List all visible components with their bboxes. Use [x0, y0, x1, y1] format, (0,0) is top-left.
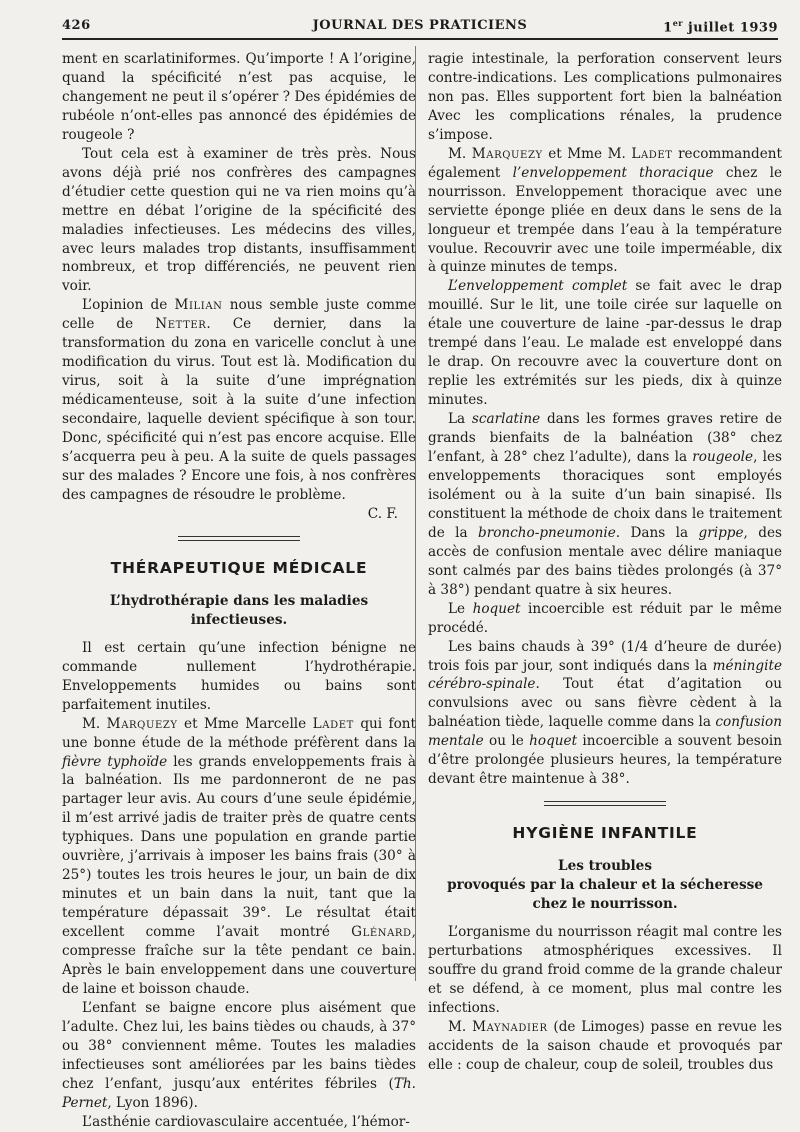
author-name: Maynadier [472, 1018, 548, 1035]
left-column [62, 50, 416, 1132]
section-heading: HYGIÈNE INFANTILE [512, 824, 698, 843]
paragraph: L’opinion de Milian nous semble juste comme celle de Netter. Ce dernier, dans la transformation du zona en varicelle conclut à une modification du virus. Tout est là. Modification du virus, soit à la suite d’une imprégnation médicamenteuse, soit à la suite d’une infection secondaire, laquelle devient spécifique à son tour. Donc, spécificité qui n’est pas encore acquise. Elle s’acquerra peu à peu. A la suite de quels passages sur des malades ? Encore une fois, à nos confrères des campagnes de résoudre le problème. [62, 297, 416, 503]
paragraph: M. Marquezy et Mme Marcelle Ladet qui font une bonne étude de la méthode préfèrent dans la fièvre typhoïde les grands enveloppements frais à la balnéation. Ils me pardonneront de ne pas partager leur avis. Au cours d’une seule épidémie, il m’est arrivé jadis de traiter près de quatre cents typhiques. Dans une population en grande partie ouvrière, j’arrivais à imposer les bains frais (30° à 25°) toutes les trois heures le jour, un bain de dix minutes et un bain dans la nuit, tant que la température dépassait 39°. Le résultat était excellent comme l’avait montré Glénard, compresse fraîche sur la tête pendant ce bain. Après le bain enveloppement dans une couverture de laine et boisson chaude. [62, 715, 416, 997]
author-name: Glénard [351, 924, 412, 941]
paragraph: La scarlatine dans les formes graves retire de grands bienfaits de la balnéation (38° chez l’enfant, à 28° chez l’adulte), dans la rougeole, les enveloppements thoraciques sont employés isolément ou à la suite d’un bain sinapisé. Ils constituent la méthode de choix dans le traitement de la broncho-pneumonie. Dans la grippe, des accès de confusion mentale avec délire maniaque sont calmés par des bains tièdes prolongés (à 37° à 38°) pendant quatre à six heures. [428, 411, 783, 598]
paragraph: ragie intestinale, la perforation conservent leurs contre-indications. Les complications pulmonaires non pas. Elles supportent fort bien la balnéation Avec les complications rénales, la prudence s’impose. [428, 51, 782, 143]
author-name: Netter [155, 316, 207, 333]
author-name: Ladet [312, 715, 354, 732]
paragraph: Les bains chauds à 39° (1/4 d’heure de durée) trois fois par jour, sont indiqués dans la méningite cérébro-spinale. Tout état d’agitation ou convulsions avec ou sans fièvre cèdent à la balnéation tiède, laquelle comme dans la confusion mentale ou le hoquet incoercible a souvent besoin d’être prolongée plusieurs heures, la température devant être maintenue à 38°. [428, 638, 782, 788]
journal-title: JOURNAL DES PRATICIENS [312, 18, 528, 33]
paragraph: L’organisme du nourrisson réagit mal contre les perturbations atmosphériques excessives. Il souffre du grand froid comme de la grande chaleur et se défend, à ce moment, plus mal contre les infections. [428, 924, 782, 1016]
paragraph: M. Maynadier (de Limoges) passe en revue les accidents de la saison chaude et provoqués par elle : coup de chaleur, coup de soleil, troubles dus [428, 1018, 782, 1073]
signature: C. F. [367, 505, 398, 522]
issue-date: 1er juillet 1939 [663, 18, 778, 36]
paragraph: L’asthénie cardiovasculaire accentuée, l’hémor- [82, 1113, 410, 1130]
right-column [428, 50, 782, 1075]
paragraph: ment en scarlatiniformes. Qu’importe ! A l’origine, quand la spécificité n’est pas acquise, le changement ne peut il s’opérer ? Des épidémies de rubéole n’ont-elles pas annoncé des épidémies de rougeole ? [62, 51, 416, 143]
article-title: Les troubles provoqués par la chaleur et la sécheresse chez le nourrisson. [447, 858, 763, 913]
paragraph: L’enveloppement complet se fait avec le drap mouillé. Sur le lit, une toile cirée sur laquelle on étale une couverture de laine -par-dessus le drap trempé dans l’eau. Le malade est enveloppé dans le drap. On recouvre avec la couverture dont on replie les extrémités sur les pieds, dix à quinze minutes. [428, 278, 783, 409]
section-separator [178, 536, 300, 541]
paragraph: M. Marquezy et Mme M. Ladet recommandent également l’enveloppement thoracique chez le nourrisson. Enveloppement thoracique avec une serviette éponge pliée en deux dans le sens de la longueur et trempée dans l’eau à la température voulue. Recouvrir avec une toile imperméable, dix à quinze minutes de temps. [428, 145, 783, 276]
author-name: Marquezy [471, 145, 543, 162]
paragraph: Tout cela est à examiner de très près. Nous avons déjà prié nos confrères des campagnes d’étudier cette question qui ne va rien moins qu’à mettre en débat l’origine de la spécificité des maladies infectieuses. Les médecins des villes, avec leurs malades trop distants, insuffisamment nombreux, et trop différenciés, ne peuvent rien voir. [62, 145, 416, 295]
author-name: Milian [174, 297, 223, 314]
paragraph: Il est certain qu’une infection bénigne ne commande nullement l’hydrothérapie. Enveloppements humides ou bains sont parfaitement inutiles. [62, 639, 416, 713]
author-name: Ladet [631, 145, 673, 162]
paragraph: Le hoquet incoercible est réduit par le même procédé. [428, 600, 782, 636]
paragraph: L’enfant se baigne encore plus aisément que l’adulte. Chez lui, les bains tièdes ou chauds, à 37° ou 38° conviennent même. Toutes les maladies infectieuses sont améliorées par les bains tièdes chez l’enfant, jusqu’aux entérites fébriles (Th. Pernet, Lyon 1896). [62, 999, 416, 1111]
section-heading: THÉRAPEUTIQUE MÉDICALE [110, 558, 368, 577]
author-name: Marquezy [106, 715, 178, 732]
page-number: 426 [62, 18, 91, 33]
article-title: L’hydrothérapie dans les maladies infectieuses. [109, 592, 369, 628]
section-separator [544, 801, 666, 806]
running-header [62, 12, 778, 40]
